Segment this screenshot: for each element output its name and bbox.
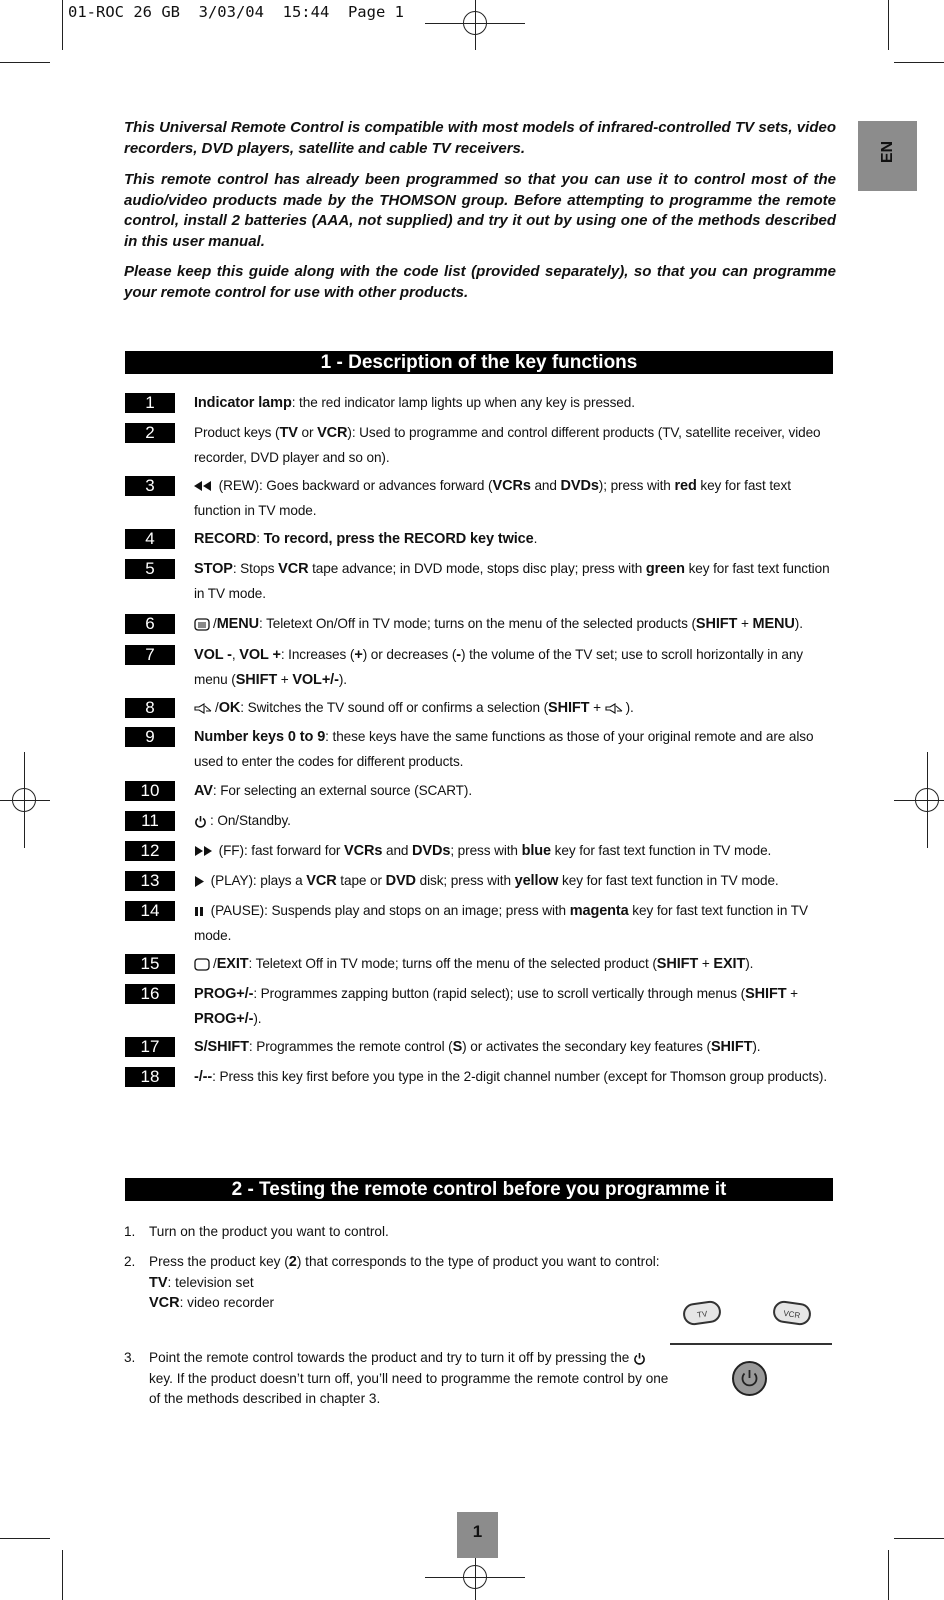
step-text: Press the product key (2) that corresponds to the type of product you want to control: TV: television set VCR: video recorder	[149, 1254, 660, 1311]
step-number: 2.	[124, 1254, 136, 1269]
item-description: PROG+/-: Programmes zapping button (rapid select); use to scroll vertically through menus (SHIFT + PROG+/-).	[194, 986, 799, 1027]
play-icon	[194, 876, 204, 887]
registration-mark-icon	[463, 1565, 487, 1589]
language-tab-label: EN	[879, 140, 896, 164]
teletext-icon	[194, 618, 210, 631]
registration-mark-icon	[12, 788, 36, 812]
item-number: 10	[125, 781, 175, 801]
vcr-key-illustration: VCR	[772, 1299, 813, 1326]
item-number: 1	[125, 393, 175, 413]
language-tab	[858, 121, 917, 191]
item-description: S/SHIFT: Programmes the remote control (S) or activates the secondary key features (SHIFT).	[194, 1039, 761, 1055]
item-description: (FF): fast forward for VCRs and DVDs; press with blue key for fast text function in TV mode.	[194, 839, 834, 864]
item-description: RECORD: To record, press the RECORD key twice.	[194, 531, 538, 547]
section-1-title: 1 - Description of the key functions	[125, 351, 833, 374]
pause-icon	[194, 906, 204, 916]
item-description: Indicator lamp: the red indicator lamp lights up when any key is pressed.	[194, 395, 635, 411]
item-description: (REW): Goes backward or advances forward (VCRs and DVDs); press with red key for fast text function in TV mode.	[194, 478, 791, 518]
intro-paragraph: This Universal Remote Control is compatible with most models of infrared-controlled TV sets, video recorders, DVD players, satellite and cable TV receivers.	[124, 119, 836, 157]
step-number: 1.	[124, 1224, 136, 1239]
power-icon	[194, 815, 207, 828]
item-number: 15	[125, 954, 175, 974]
item-number: 8	[125, 698, 175, 718]
item-number: 11	[125, 811, 175, 831]
mute-icon	[194, 703, 212, 714]
item-description: STOP: Stops VCR tape advance; in DVD mode, stops disc play; press with green key for fast text function in TV mode.	[194, 561, 830, 601]
step-text: Point the remote control towards the product and try to turn it off by pressing the key. If the product doesn’t turn off, you’ll need to programme the remote control by one of the methods described in chapter 3.	[149, 1350, 669, 1406]
item-description: (PAUSE): Suspends play and stops on an image; press with magenta key for fast text function in TV mode.	[194, 903, 808, 943]
item-description: /OK: Switches the TV sound off or confirms a selection (SHIFT + ).	[194, 696, 834, 721]
crop-mark	[894, 62, 944, 63]
crop-mark	[888, 0, 889, 50]
item-description: Product keys (TV or VCR): Used to programme and control different products (TV, satellite receiver, video recorder, DVD player and so on).	[194, 425, 821, 465]
item-number: 2	[125, 423, 175, 443]
item-number: 5	[125, 559, 175, 579]
mute-icon	[605, 703, 623, 714]
power-symbol-icon	[734, 1363, 765, 1394]
item-number: 6	[125, 614, 175, 634]
intro-paragraph: This remote control has already been programmed so that you can use it to control most of the audio/video products made by the THOMSON group. Before attempting to programme the remote control, install 2 batteries (AAA, not supplied) and try it out by using one of the methods described in this user manual.	[124, 171, 836, 250]
crop-mark	[62, 1550, 63, 1600]
item-number: 7	[125, 645, 175, 665]
tv-screen-icon	[194, 958, 210, 971]
item-description: AV: For selecting an external source (SCART).	[194, 783, 472, 799]
item-description: /EXIT: Teletext Off in TV mode; turns off the menu of the selected product (SHIFT + EXIT).	[194, 952, 834, 977]
fast-forward-icon	[194, 846, 212, 856]
crop-mark	[62, 0, 63, 50]
section-2-title: 2 - Testing the remote control before you programme it	[125, 1178, 833, 1201]
item-description: : On/Standby.	[194, 809, 834, 833]
item-number: 13	[125, 871, 175, 891]
item-number: 17	[125, 1037, 175, 1057]
step-text: Turn on the product you want to control.	[149, 1224, 389, 1239]
item-number: 3	[125, 476, 175, 496]
illustration-divider	[670, 1343, 832, 1345]
item-description: Number keys 0 to 9: these keys have the same functions as those of your original remote and are also used to enter the codes for different products.	[194, 729, 814, 769]
item-number: 16	[125, 984, 175, 1004]
step-number: 3.	[124, 1350, 136, 1365]
registration-mark-icon	[915, 788, 939, 812]
item-number: 14	[125, 901, 175, 921]
tv-key-illustration: TV	[682, 1299, 723, 1326]
crop-mark	[894, 1538, 944, 1539]
crop-mark	[0, 62, 50, 63]
item-description: -/--: Press this key first before you type in the 2-digit channel number (except for Thomson group products).	[194, 1069, 827, 1085]
power-button-illustration-icon	[732, 1361, 767, 1396]
item-description: VOL -, VOL +: Increases (+) or decreases (-) the volume of the TV set; use to scroll horizontally in any menu (SHIFT + VOL+/-).	[194, 647, 803, 688]
item-description: /MENU: Teletext On/Off in TV mode; turns on the menu of the selected products (SHIFT + MENU).	[194, 612, 834, 637]
rewind-icon	[194, 481, 212, 491]
item-number: 18	[125, 1067, 175, 1087]
item-number: 9	[125, 727, 175, 747]
item-description: (PLAY): plays a VCR tape or DVD disk; press with yellow key for fast text function in TV mode.	[194, 869, 834, 894]
intro-paragraph: Please keep this guide along with the code list (provided separately), so that you can programme your remote control for use with other products.	[124, 263, 836, 301]
crop-mark	[0, 1538, 50, 1539]
power-icon	[633, 1352, 646, 1365]
item-number: 12	[125, 841, 175, 861]
page-number: 1	[457, 1512, 498, 1558]
crop-mark	[888, 1550, 889, 1600]
registration-mark-icon	[463, 11, 487, 35]
item-number: 4	[125, 529, 175, 549]
print-header: 01-ROC 26 GB 3/03/04 15:44 Page 1	[68, 3, 404, 21]
